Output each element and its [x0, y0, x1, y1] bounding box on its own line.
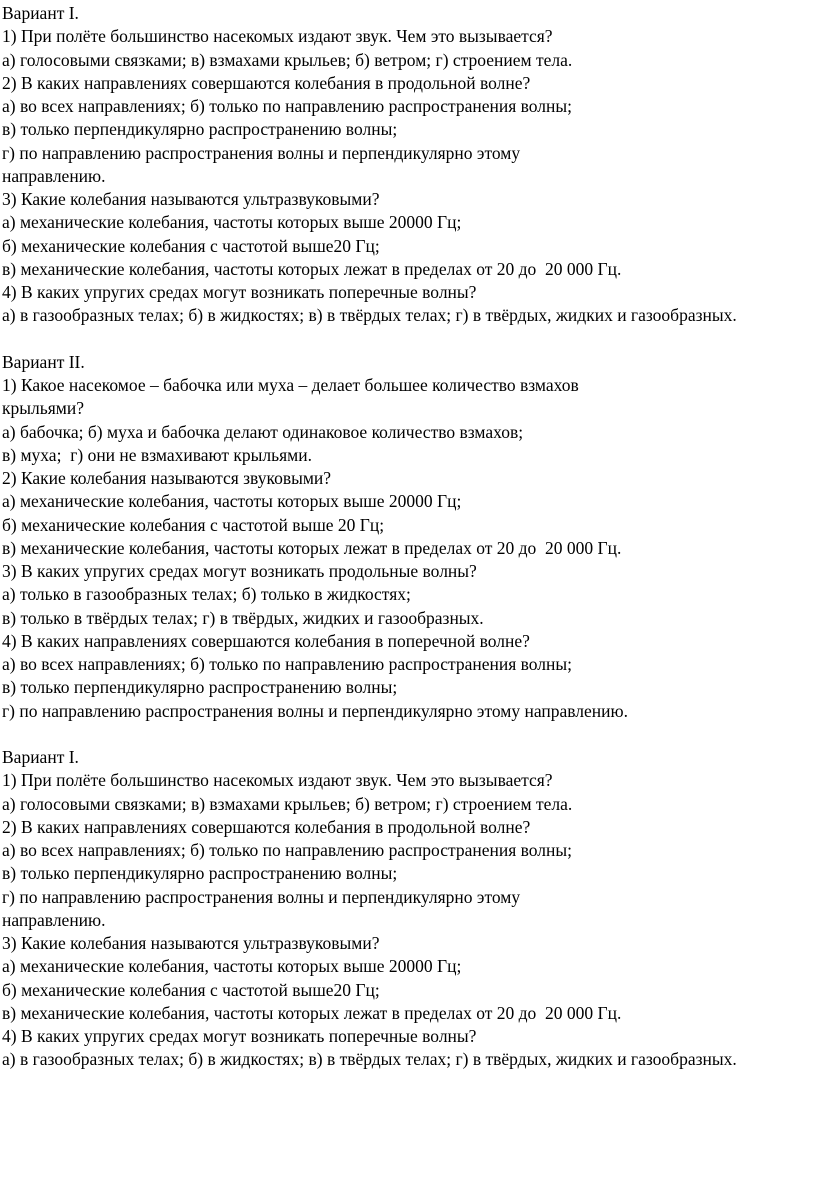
text-line: г) по направлению распространения волны и перпендикулярно этому	[2, 142, 521, 163]
text-line: 4) В каких направлениях совершаются колебания в поперечной волне?	[2, 630, 530, 651]
text-line: а) механические колебания, частоты которых выше 20000 Гц;	[2, 491, 462, 512]
text-line: 3) Какие колебания называются ультразвуковыми?	[2, 189, 380, 209]
text-line: 2) Какие колебания называются звуковыми?	[2, 468, 332, 488]
section-spacer	[2, 328, 814, 351]
variant-section	[2, 351, 814, 723]
text-line: г) по направлению распространения волны и перпендикулярно этому направлению.	[2, 700, 628, 721]
text-line: крыльями?	[2, 398, 84, 419]
text-line: а) во всех направлениях; б) только по направлению распространения волны;	[2, 96, 573, 116]
variant-section	[2, 746, 814, 1072]
text-line: направлению.	[2, 165, 106, 186]
text-line: в) механические колебания, частоты которых лежат в пределах от 20 до 20 000 Гц.	[2, 258, 622, 279]
text-line: в) муха; г) они не взмахивают крыльями.	[2, 444, 312, 465]
text-line: а) механические колебания, частоты которых выше 20000 Гц;	[2, 956, 462, 977]
text-line: 3) В каких упругих средах могут возникать продольные волны?	[2, 561, 477, 581]
variant-heading: Вариант II.	[2, 351, 85, 372]
text-line: а) бабочка; б) муха и бабочка делают одинаковое количество взмахов;	[2, 421, 524, 442]
text-line: 1) Какое насекомое – бабочка или муха – делает большее количество взмахов	[2, 375, 579, 395]
text-line: 4) В каких упругих средах могут возникать поперечные волны?	[2, 282, 477, 302]
text-line: в) только перпендикулярно распространению волны;	[2, 677, 398, 698]
text-line: а) только в газообразных телах; б) только в жидкостях;	[2, 584, 411, 605]
text-line: б) механические колебания с частотой выше 20 Гц;	[2, 514, 385, 535]
variant-heading: Вариант I.	[2, 747, 79, 767]
text-line: б) механические колебания с частотой выше20 Гц;	[2, 979, 380, 1000]
variant-section	[2, 2, 814, 328]
document-page	[2, 2, 814, 1072]
section-spacer	[2, 723, 814, 746]
text-line: а) в газообразных телах; б) в жидкостях; в) в твёрдых телах; г) в твёрдых, жидких и газообразных.	[2, 1049, 737, 1070]
text-line: в) механические колебания, частоты которых лежат в пределах от 20 до 20 000 Гц.	[2, 537, 622, 558]
text-line: б) механические колебания с частотой выше20 Гц;	[2, 235, 380, 256]
text-line: 4) В каких упругих средах могут возникать поперечные волны?	[2, 1026, 477, 1046]
text-line: а) механические колебания, частоты которых выше 20000 Гц;	[2, 212, 462, 233]
variant-heading: Вариант I.	[2, 3, 79, 23]
text-line: в) только в твёрдых телах; г) в твёрдых, жидких и газообразных.	[2, 607, 484, 628]
text-line: в) только перпендикулярно распространению волны;	[2, 863, 398, 884]
text-line: 1) При полёте большинство насекомых издают звук. Чем это вызывается?	[2, 770, 553, 791]
text-line: в) только перпендикулярно распространению волны;	[2, 119, 398, 140]
text-line: г) по направлению распространения волны и перпендикулярно этому	[2, 886, 521, 907]
text-line: 2) В каких направлениях совершаются колебания в продольной волне?	[2, 72, 531, 93]
text-line: 2) В каких направлениях совершаются колебания в продольной волне?	[2, 816, 531, 837]
text-line: а) во всех направлениях; б) только по направлению распространения волны;	[2, 654, 573, 674]
text-line: 3) Какие колебания называются ультразвуковыми?	[2, 933, 380, 953]
text-line: а) голосовыми связками; в) взмахами крыльев; б) ветром; г) строением тела.	[2, 49, 573, 70]
text-line: в) механические колебания, частоты которых лежат в пределах от 20 до 20 000 Гц.	[2, 1002, 622, 1023]
text-line: направлению.	[2, 909, 106, 930]
text-line: а) голосовыми связками; в) взмахами крыльев; б) ветром; г) строением тела.	[2, 793, 573, 814]
text-line: а) в газообразных телах; б) в жидкостях; в) в твёрдых телах; г) в твёрдых, жидких и газообразных.	[2, 305, 737, 326]
text-line: 1) При полёте большинство насекомых издают звук. Чем это вызывается?	[2, 26, 553, 47]
text-line: а) во всех направлениях; б) только по направлению распространения волны;	[2, 840, 573, 860]
